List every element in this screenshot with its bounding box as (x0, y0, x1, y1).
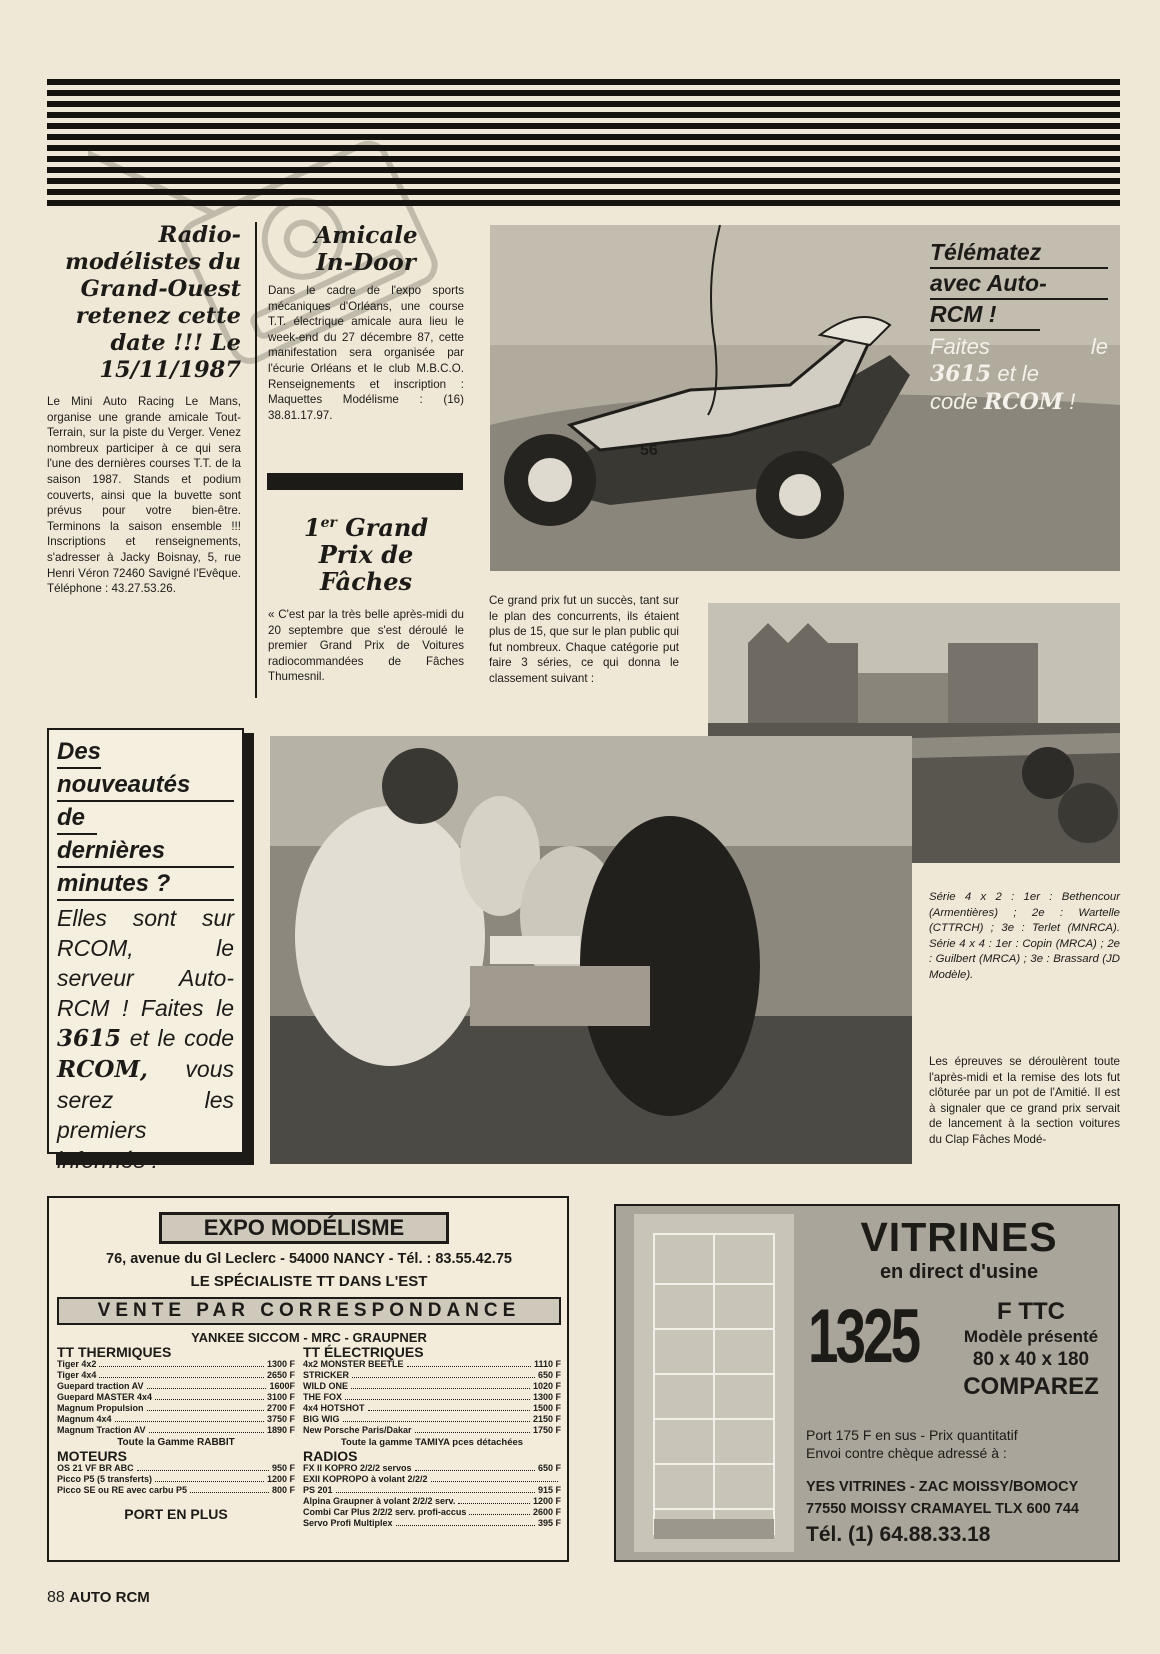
dot-leader (458, 1496, 530, 1504)
price-item-name: Tiger 4x4 (57, 1370, 97, 1380)
dot-leader (99, 1359, 264, 1367)
telematez-line4: Faites le (930, 334, 1108, 359)
vitrines-ad (614, 1204, 1120, 1562)
showcase-image (634, 1214, 794, 1552)
header-stripes (47, 79, 1120, 207)
vitrines-currency: F TTC (997, 1298, 1065, 1325)
nouveautes-3615: 3615 (57, 1025, 122, 1052)
price-item-name: WILD ONE (303, 1381, 348, 1391)
price-row (303, 1392, 561, 1403)
price-row (57, 1414, 295, 1425)
price-item-name: Magnum 4x4 (57, 1414, 112, 1424)
price-row (303, 1507, 561, 1518)
price-item-name: EXII KOPROPO à volant 2/2/2 (303, 1474, 428, 1484)
price-item-name: Picco SE ou RE avec carbu P5 (57, 1485, 188, 1495)
price-row (303, 1381, 561, 1392)
dot-leader (396, 1518, 535, 1526)
price-row (57, 1474, 295, 1485)
price-item-price: 950 F (271, 1463, 295, 1473)
price-item-price: 1750 F (532, 1425, 561, 1435)
price-item-name: Combi Car Plus 2/2/2 serv. profi-accus (303, 1507, 467, 1517)
article-radio-title: Radio-modélistes du Grand-Ouest retenez cette date !!! Le 15/11/1987 (65, 222, 241, 383)
rabbit-note: Toute la Gamme RABBIT (117, 1437, 235, 1448)
page-number: 88 (47, 1589, 65, 1606)
price-item-price: 1890 F (266, 1425, 295, 1435)
vitrines-model1: Modèle présenté (963, 1327, 1099, 1346)
price-row (57, 1425, 295, 1436)
nouveautes-body1: Elles sont sur RCOM, le serveur Auto-RCM ! Faites le (57, 905, 234, 1021)
price-item-name: Servo Profi Multiplex (303, 1518, 393, 1528)
price-item-price: 1300 F (266, 1359, 295, 1369)
nouveautes-body (57, 903, 234, 1175)
price-item-price: 1200 F (266, 1474, 295, 1484)
grand-prix-closing: Les épreuves se déroulèrent toute l'après-midi et la remise des lots fut clôturée par un pot de l'Amitié. Il est à signaler que ce grand prix servait de lancement à la section voitures du Clap Fâches Modé- (929, 1055, 1120, 1146)
vitrines-compare: COMPAREZ (963, 1373, 1099, 1400)
nouveautes-body3: vous serez les premiers informés ! (57, 1056, 234, 1173)
expo-modelisme-ad (47, 1196, 569, 1562)
people-photo (270, 736, 912, 1164)
article-amicale-body: Dans le cadre de l'expo sports mécaniques d'Orléans, une course T.T. électrique amicale aura lieu le week-end du 27 décembre 87, cette manifestation sera organisée par l'écurie Orléans et le club M.B.C.O. Renseignements et inscription : Maquettes Modélisme : (16) 38.81.17.97. (268, 284, 464, 422)
telematez-bang: ! (1063, 389, 1076, 414)
grand-prix-intro: « C'est par la très belle après-midi du 20 septembre que s'est déroulé le premier Grand Prix de Voitures radiocommandées de Fâches Thumesnil. (268, 608, 464, 684)
dot-leader (345, 1392, 530, 1400)
price-item-price: 1600F (269, 1381, 295, 1391)
price-item-price: 395 F (537, 1518, 561, 1528)
telematez-line6: code (930, 389, 984, 414)
price-item-price: 3750 F (266, 1414, 295, 1424)
article-radio-body: Le Mini Auto Racing Le Mans, organise une grande amicale Tout-Terrain, sur la piste du Verger. Venez nombreux participer à ce qui sera l'une des dernières courses T.T. de la saison 1987. Stands et podium couverts, ainsi que la buvette sont prévus pour votre bien-être. Terminons la saison ensemble !!! Inscriptions et renseignements, s'adresser à Jacky Boisnay, 5, rue Henri Véron 72460 Savigné l'Evêque. Téléphone : 43.27.53.26. (47, 395, 241, 596)
telematez-line3: RCM ! (930, 300, 1040, 331)
telematez-line5: et le (991, 361, 1039, 386)
price-item-name: Magnum Traction AV (57, 1425, 146, 1435)
moteurs-head: MOTEURS (57, 1448, 127, 1464)
nouveautes-head5: minutes ? (57, 868, 234, 901)
magazine-name: AUTO RCM (69, 1589, 150, 1606)
dot-leader (137, 1463, 269, 1471)
dot-leader (147, 1381, 267, 1389)
price-item-price: 1200 F (532, 1496, 561, 1506)
vitrines-port: Port 175 F en sus - Prix quantitatif (806, 1427, 1018, 1443)
nouveautes-box (47, 728, 244, 1173)
price-item-name: PS 201 (303, 1485, 333, 1495)
expo-tagline: LE SPÉCIALISTE TT DANS L'EST (190, 1273, 428, 1290)
expo-left-column (57, 1345, 295, 1523)
vitrines-company1: YES VITRINES - ZAC MOISSY/BOMOCY (806, 1479, 1079, 1495)
expo-banner: VENTE PAR CORRESPONDANCE (59, 1299, 559, 1323)
nouveautes-rcom: RCOM, (57, 1056, 148, 1083)
price-item-name: New Porsche Paris/Dakar (303, 1425, 412, 1435)
price-row (57, 1463, 295, 1474)
price-row (303, 1359, 561, 1370)
telematez-rcom: RCOM (983, 389, 1064, 415)
article-amicale-indoor (268, 222, 464, 423)
electriques-head: TT ÉLECTRIQUES (303, 1344, 424, 1360)
price-item-name: Tiger 4x2 (57, 1359, 97, 1369)
price-row (303, 1403, 561, 1414)
page-footer (47, 1588, 150, 1608)
dot-leader (155, 1474, 264, 1482)
price-item-name: FX II KOPRO 2/2/2 servos (303, 1463, 412, 1473)
price-item-name: OS 21 VF BR ABC (57, 1463, 134, 1473)
radios-head: RADIOS (303, 1448, 358, 1464)
price-item-name: STRICKER (303, 1370, 350, 1380)
price-item-name: THE FOX (303, 1392, 343, 1402)
dot-leader (368, 1403, 530, 1411)
price-row (57, 1381, 295, 1392)
price-row (303, 1370, 561, 1381)
vitrines-envoi: Envoi contre chèque adressé à : (806, 1445, 1007, 1461)
vitrines-company2: 77550 MOISSY CRAMAYEL TLX 600 744 (806, 1501, 1079, 1517)
telematez-line2: avec Auto- (930, 269, 1108, 300)
vitrines-model2: 80 x 40 x 180 (972, 1349, 1090, 1370)
price-row (303, 1425, 561, 1436)
thermiques-list (57, 1359, 295, 1436)
price-row (303, 1485, 561, 1496)
divider-bar (267, 473, 463, 490)
article-radio-modelistes (47, 222, 241, 597)
price-item-name: 4x4 HOTSHOT (303, 1403, 365, 1413)
dot-leader (431, 1474, 558, 1482)
article-grand-prix (268, 510, 464, 685)
port-en-plus: PORT EN PLUS (124, 1506, 228, 1522)
price-row (57, 1370, 295, 1381)
price-row (303, 1463, 561, 1474)
price-item-price: 1110 F (533, 1359, 561, 1369)
dot-leader (415, 1425, 530, 1433)
price-item-price: 800 F (271, 1485, 295, 1495)
dot-leader (149, 1425, 264, 1433)
vitrines-price: 1325 (808, 1294, 919, 1379)
price-row (303, 1518, 561, 1529)
dot-leader (155, 1392, 264, 1400)
price-item-name: BIG WIG (303, 1414, 340, 1424)
dot-leader (190, 1485, 269, 1493)
price-item-name: Guepard traction AV (57, 1381, 144, 1391)
radios-list (303, 1463, 561, 1529)
dot-leader (343, 1414, 530, 1422)
price-item-price: 650 F (537, 1463, 561, 1473)
nouveautes-body2: et le code (129, 1025, 234, 1051)
nouveautes-head3: de (57, 802, 97, 835)
dot-leader (351, 1381, 530, 1389)
price-item-price: 1020 F (532, 1381, 561, 1391)
price-row (57, 1403, 295, 1414)
dot-leader (352, 1370, 535, 1378)
price-item-name: 4x2 MONSTER BEETLE (303, 1359, 404, 1369)
vitrines-title: VITRINES (860, 1214, 1058, 1260)
dot-leader (115, 1414, 264, 1422)
price-item-name: Alpina Graupner à volant 2/2/2 serv. (303, 1496, 456, 1506)
price-item-price: 3100 F (266, 1392, 295, 1402)
tamiya-note: Toute la gamme TAMIYA pces détachées (340, 1437, 524, 1448)
expo-right-column (303, 1345, 561, 1529)
nouveautes-head4: dernières (57, 835, 234, 868)
price-item-price: 1500 F (532, 1403, 561, 1413)
price-row (57, 1392, 295, 1403)
vitrines-subtitle: en direct d'usine (879, 1261, 1039, 1283)
dot-leader (147, 1403, 264, 1411)
dot-leader (336, 1485, 535, 1493)
telematez-overlay (930, 238, 1108, 416)
moteurs-list (57, 1463, 295, 1496)
price-row (303, 1474, 561, 1485)
article-amicale-title: Amicale In-Door (314, 222, 418, 276)
price-item-price: 650 F (537, 1370, 561, 1380)
price-item-price: 1300 F (532, 1392, 561, 1402)
expo-brands: YANKEE SICCOM - MRC - GRAUPNER (191, 1330, 427, 1345)
price-item-price: 2600 F (532, 1507, 561, 1517)
price-item-name: Picco P5 (5 transferts) (57, 1474, 153, 1484)
car-number: 56 (640, 442, 658, 459)
price-row (303, 1414, 561, 1425)
nouveautes-head2: nouveautés (57, 769, 234, 802)
price-row (303, 1496, 561, 1507)
price-row (57, 1485, 295, 1496)
dot-leader (99, 1370, 264, 1378)
electriques-list (303, 1359, 561, 1436)
price-item-name: Guepard MASTER 4x4 (57, 1392, 153, 1402)
nouveautes-head1: Des (57, 736, 101, 769)
price-item-price: 915 F (537, 1485, 561, 1495)
price-item-price: 2650 F (266, 1370, 295, 1380)
dot-leader (407, 1359, 531, 1367)
price-row (57, 1359, 295, 1370)
expo-title: EXPO MODÉLISME (162, 1215, 446, 1241)
telematez-3615: 3615 (930, 361, 992, 387)
telematez-line1: Télématez (930, 238, 1108, 269)
grand-prix-body: Ce grand prix fut un succès, tant sur le plan des concurrents, ils étaient plus de 15, que sur le plan public qui fut nombreux. Chaque catégorie put faire 3 séries, ce qui donna le classement suivant : (489, 594, 679, 685)
grand-prix-title: 1er Grand Prix de Fâches (303, 513, 429, 596)
price-item-name: Magnum Propulsion (57, 1403, 144, 1413)
dot-leader (415, 1463, 535, 1471)
price-item-price: 2700 F (266, 1403, 295, 1413)
grand-prix-results: Série 4 x 2 : 1er : Bethencour (Armentières) ; 2e : Wartelle (CTTRCH) ; 3e : Terlet (MNRCA). Série 4 x 4 : 1er : Copin (MRCA) ; 2e : Guilbert (MRCA) ; 3e : Brassard (JD Modèle). (929, 891, 1120, 981)
thermiques-head: TT THERMIQUES (57, 1344, 172, 1360)
expo-address: 76, avenue du Gl Leclerc - 54000 NANCY - Tél. : 83.55.42.75 (106, 1251, 512, 1267)
price-item-price: 2150 F (532, 1414, 561, 1424)
dot-leader (469, 1507, 530, 1515)
vitrines-phone: Tél. (1) 64.88.33.18 (806, 1523, 991, 1546)
column-divider (255, 222, 257, 698)
